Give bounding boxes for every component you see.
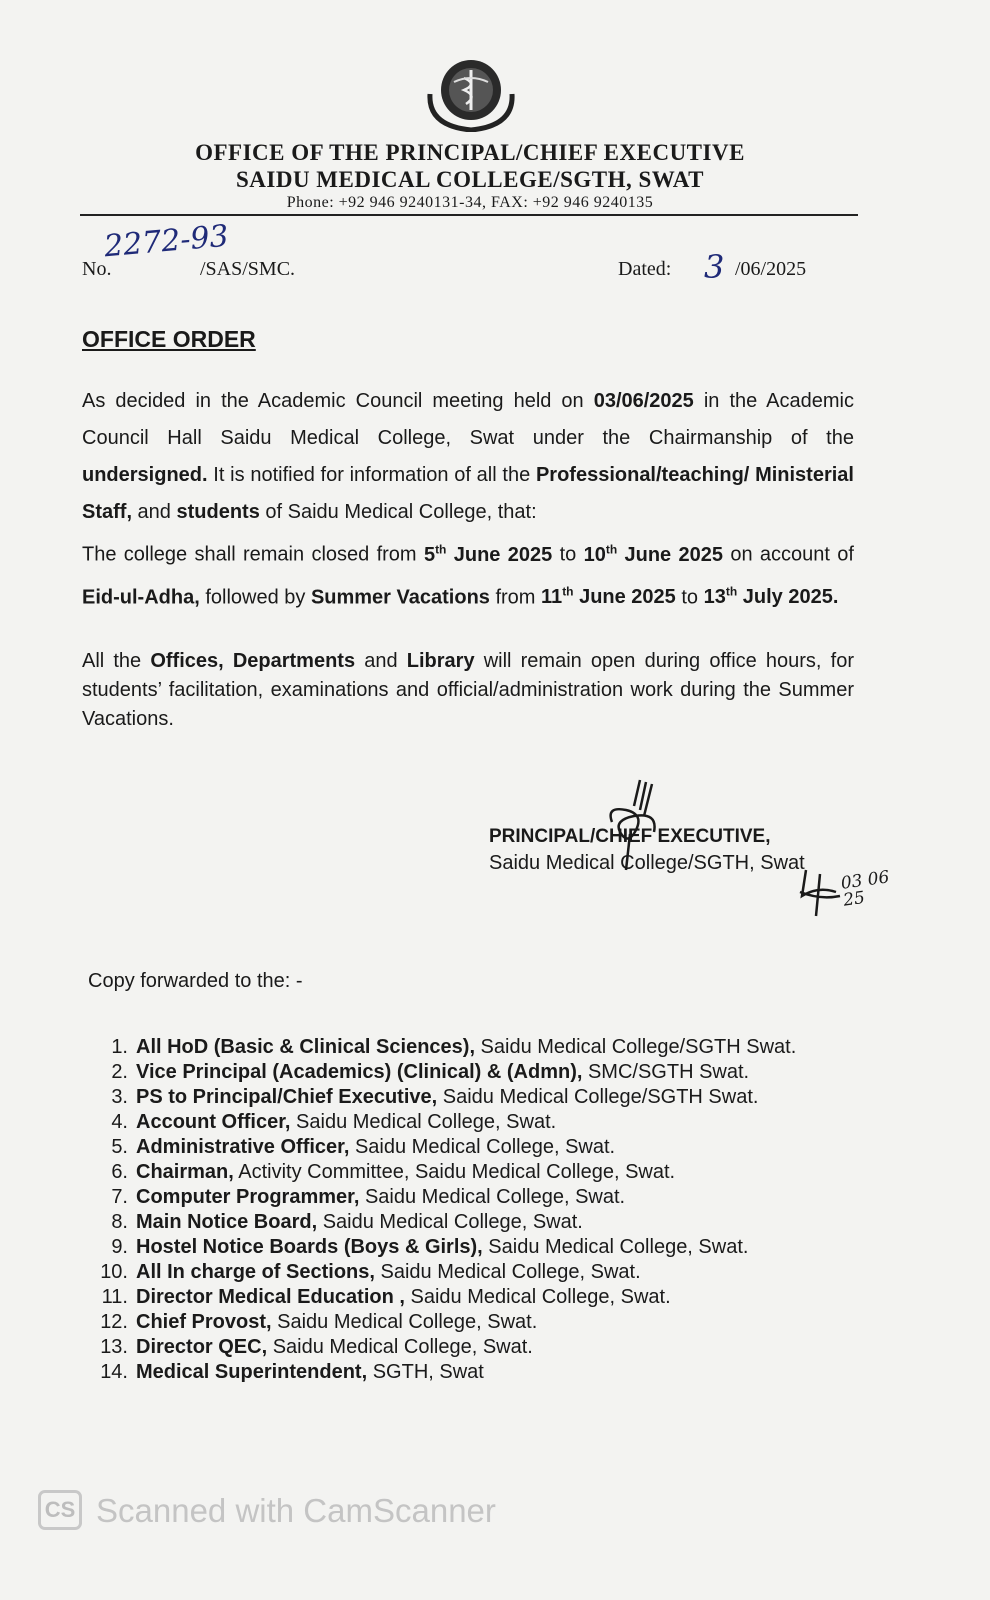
p2-to: to xyxy=(552,543,584,566)
ref-no-handwritten: 2272-93 xyxy=(102,218,230,265)
copy-item-number: 10. xyxy=(100,1261,128,1283)
p1-text-b: in the Academic Council Hall Saidu Medical College, Swat under the Chairmanship of the xyxy=(82,390,854,449)
copy-item-location: Saidu Medical College, Swat. xyxy=(290,1111,557,1133)
p1-text-d: and xyxy=(132,501,177,523)
camscanner-logo-icon: CS xyxy=(38,1490,82,1530)
copy-item-location: SMC/SGTH Swat. xyxy=(582,1061,750,1083)
p1-text-c: It is notified for information of all the xyxy=(207,464,536,486)
p2-to-2: to xyxy=(675,586,704,609)
p2-text-a: The college shall remain closed from xyxy=(82,543,424,566)
meeting-date: 03/06/2025 xyxy=(593,390,694,412)
copy-heading: Copy forwarded to the: - xyxy=(88,970,303,992)
copy-item-number: 7. xyxy=(111,1186,128,1208)
copy-item-recipient: PS to Principal/Chief Executive, xyxy=(136,1086,438,1108)
copy-list-item xyxy=(98,1185,796,1210)
contact-line: Phone: +92 946 9240131-34, FAX: +92 946 9240135 xyxy=(286,194,654,211)
initials-mark xyxy=(798,866,844,918)
copy-list-item xyxy=(98,1210,796,1235)
copy-list-item xyxy=(98,1285,796,1310)
copy-list-item xyxy=(98,1235,796,1260)
dated-label: Dated: xyxy=(618,258,672,280)
closure-end-date: 10th June 2025 xyxy=(583,542,724,566)
college-seal-logo xyxy=(424,56,518,132)
copy-item-number: 11. xyxy=(101,1286,128,1308)
copy-item-recipient: Hostel Notice Boards (Boys & Girls), xyxy=(136,1236,483,1258)
office-heading: OFFICE OF THE PRINCIPAL/CHIEF EXECUTIVE xyxy=(195,140,745,165)
copy-list xyxy=(98,1035,796,1385)
copy-item-location: Saidu Medical College, Swat. xyxy=(404,1286,671,1308)
p1-staff: Professional/teaching/ Ministerial Staff, xyxy=(82,464,854,523)
copy-item-recipient: Chief Provost, xyxy=(136,1311,272,1333)
date-day-handwritten: 3 xyxy=(704,248,725,286)
p3-library: Library xyxy=(406,650,475,672)
college-heading: SAIDU MEDICAL COLLEGE/SGTH, SWAT xyxy=(235,167,704,192)
copy-item-location: Saidu Medical College, Swat. xyxy=(267,1336,533,1358)
signatory-title: PRINCIPAL/CHIEF EXECUTIVE, xyxy=(489,826,771,847)
copy-item-recipient: Account Officer, xyxy=(136,1111,291,1133)
signatory-org: Saidu Medical College/SGTH, Swat xyxy=(489,852,805,874)
copy-item-location: Saidu Medical College, Swat. xyxy=(349,1136,616,1158)
copy-item-recipient: All In charge of Sections, xyxy=(136,1261,375,1283)
copy-item-recipient: Director Medical Education , xyxy=(136,1286,405,1308)
copy-item-location: Saidu Medical College, Swat. xyxy=(374,1261,641,1283)
p3-and: and xyxy=(355,650,407,672)
paragraph-offices xyxy=(82,647,854,734)
ref-no-suffix: /SAS/SMC. xyxy=(200,258,296,280)
copy-item-recipient: Administrative Officer, xyxy=(136,1136,350,1158)
p1-text-e: of Saidu Medical College, that: xyxy=(259,501,537,523)
vacation-start-date: 11th June 2025 xyxy=(541,584,676,609)
copy-item-number: 8. xyxy=(111,1211,128,1233)
summer-vacations-label: Summer Vacations xyxy=(310,586,490,609)
copy-item-recipient: Vice Principal (Academics) (Clinical) & (Admn), xyxy=(136,1061,583,1083)
copy-list-item xyxy=(98,1335,796,1360)
copy-item-recipient: Medical Superintendent, xyxy=(136,1361,368,1383)
p3-text-b: will remain open during office hours, for students’ facilitation, examinations and official/administration work during the Summer Vacations. xyxy=(82,650,854,730)
copy-list-item xyxy=(98,1110,796,1135)
copy-item-location: Saidu Medical College/SGTH Swat. xyxy=(475,1036,797,1058)
copy-item-number: 12. xyxy=(100,1311,128,1333)
copy-item-recipient: All HoD (Basic & Clinical Sciences), xyxy=(136,1036,475,1058)
copy-list-item xyxy=(98,1035,796,1060)
copy-item-number: 1. xyxy=(111,1036,128,1058)
copy-item-number: 5. xyxy=(111,1136,128,1158)
copy-item-recipient: Chairman, xyxy=(136,1161,234,1183)
p2-text-b: on account of xyxy=(723,543,854,566)
copy-item-number: 14. xyxy=(100,1361,128,1383)
copy-list-item xyxy=(98,1160,796,1185)
p3-offices: Offices, Departments xyxy=(150,650,356,672)
paragraph-decision xyxy=(82,383,854,531)
p3-text-a: All the xyxy=(82,650,151,672)
copy-item-recipient: Main Notice Board, xyxy=(136,1211,318,1233)
copy-item-number: 4. xyxy=(111,1111,128,1133)
copy-item-location: Saidu Medical College, Swat. xyxy=(271,1311,538,1333)
closure-start-date: 5th June 2025 xyxy=(423,542,553,566)
copy-list-item xyxy=(98,1085,796,1110)
copy-list-item xyxy=(98,1310,796,1335)
copy-item-location: Saidu Medical College, Swat. xyxy=(317,1211,583,1233)
header-divider xyxy=(80,214,858,216)
camscanner-watermark: Scanned with CamScanner xyxy=(96,1492,496,1529)
date-rest: /06/2025 xyxy=(735,258,807,280)
copy-item-number: 3. xyxy=(111,1086,128,1108)
copy-item-location: Saidu Medical College, Swat. xyxy=(482,1236,749,1258)
copy-item-number: 13. xyxy=(100,1336,128,1358)
eid-label: Eid-ul-Adha, xyxy=(82,586,200,609)
copy-list-item xyxy=(98,1260,796,1285)
vacation-end-date: 13th July 2025. xyxy=(703,584,839,609)
paragraph-closure xyxy=(82,531,854,616)
copy-list-item xyxy=(98,1135,796,1160)
copy-item-location: SGTH, Swat xyxy=(367,1361,484,1383)
copy-item-number: 9. xyxy=(111,1236,128,1258)
p2-text-c: followed by xyxy=(199,586,311,609)
copy-item-location: Saidu Medical College/SGTH Swat. xyxy=(437,1086,759,1108)
copy-list-item xyxy=(98,1060,796,1085)
initials-date: 03 06 25 xyxy=(839,867,891,911)
copy-list-item xyxy=(98,1360,796,1385)
document-title: OFFICE ORDER xyxy=(82,326,256,352)
copy-item-recipient: Computer Programmer, xyxy=(136,1186,360,1208)
p2-from: from xyxy=(489,586,542,609)
p1-students: students xyxy=(176,501,260,523)
ref-no-label: No. xyxy=(82,258,112,280)
copy-item-location: Saidu Medical College, Swat. xyxy=(359,1186,626,1208)
copy-item-number: 2. xyxy=(111,1061,128,1083)
copy-item-location: Activity Committee, Saidu Medical College, Swat. xyxy=(233,1161,676,1183)
copy-item-number: 6. xyxy=(111,1161,128,1183)
copy-item-recipient: Director QEC, xyxy=(136,1336,268,1358)
p1-undersigned: undersigned. xyxy=(82,464,208,486)
p1-text-a: As decided in the Academic Council meeting held on xyxy=(82,390,594,412)
